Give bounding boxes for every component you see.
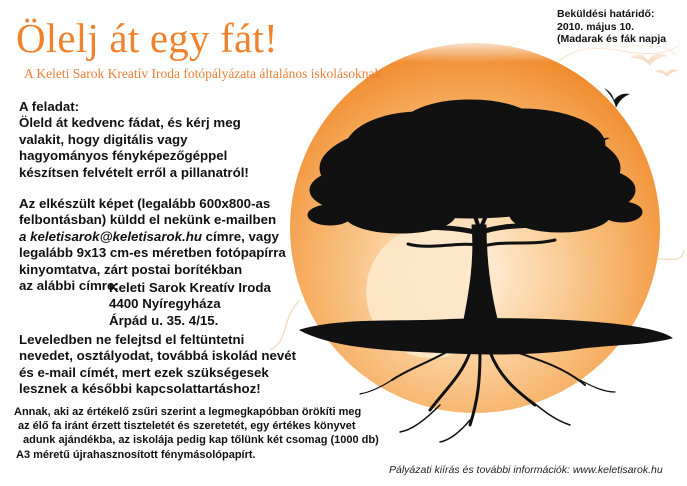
submission-line: Az elkészült képet (legalább 600x800-as	[19, 196, 271, 211]
deadline-box	[557, 8, 666, 46]
reminder-line: nevedet, osztályodat, továbbá iskolád nevét	[19, 348, 297, 364]
prize-line: Annak, aki az értékelő zsűri szerint a legmegkapóbban örökíti meg	[14, 406, 362, 418]
deadline-date: 2010. május 10.	[557, 20, 635, 33]
reminder-line: lesznek a későbbi kapcsolattartáshoz!	[19, 381, 261, 397]
task-line: Öleld át kedvenc fádat, és kérj meg	[19, 115, 241, 131]
reminder-line: Leveledben ne felejtsd el feltüntetni	[19, 332, 245, 347]
deadline-note: (Madarak és fák napja	[557, 33, 667, 45]
email-line-rest: címre, vagy	[201, 228, 279, 244]
page-subtitle: A Keleti Sarok Kreatív Iroda fotópályázata általános iskolásoknak	[24, 66, 382, 81]
submission-line: legalább 9x13 cm-es méretben fotópapírra	[19, 245, 286, 261]
submission-line: felbontásban) küldd el nekünk e-mailben	[19, 212, 277, 228]
address-street: Árpád u. 35. 4/15.	[109, 312, 219, 328]
footer-info: Pályázati kiírás és további információk: www.keletisarok.hu	[389, 464, 663, 476]
submission-email-line	[19, 229, 286, 245]
address-city: 4400 Nyíregyháza	[109, 296, 221, 312]
submission-line: kinyomtatva, zárt postai borítékban	[19, 261, 243, 277]
task-line: valakit, hogy digitális vagy	[19, 131, 188, 147]
task-paragraph	[19, 99, 249, 181]
page-title: Ölelj át egy fát!	[16, 15, 278, 61]
email-address: a keletisarok@keletisarok.hu	[19, 228, 202, 244]
task-heading: A feladat:	[19, 99, 80, 114]
prize-line: adunk ajándékba, az iskolája pedig kap tőlünk két csomag (1000 db)	[23, 434, 379, 447]
address-name: Keleti Sarok Kreatív Iroda	[109, 280, 271, 295]
task-line: hagyományos fényképezőgéppel	[19, 148, 228, 164]
reminder-line: és e-mail címét, mert ezek szükségesek	[19, 364, 269, 380]
prize-line: A3 méretű újrahasznosított fénymásolópapírt.	[16, 448, 256, 461]
deadline-label: Beküldési határidő:	[557, 8, 655, 20]
task-line: készítsen felvételt erről a pillanatról!	[19, 164, 249, 180]
prize-paragraph	[14, 405, 379, 462]
prize-line: az élő fa iránt érzett tiszteletét és szeretetét, egy értékes könyvet	[18, 420, 356, 433]
submission-line: az alábbi címre:	[19, 278, 119, 294]
reminder-paragraph	[19, 332, 296, 398]
postal-address	[109, 280, 271, 329]
